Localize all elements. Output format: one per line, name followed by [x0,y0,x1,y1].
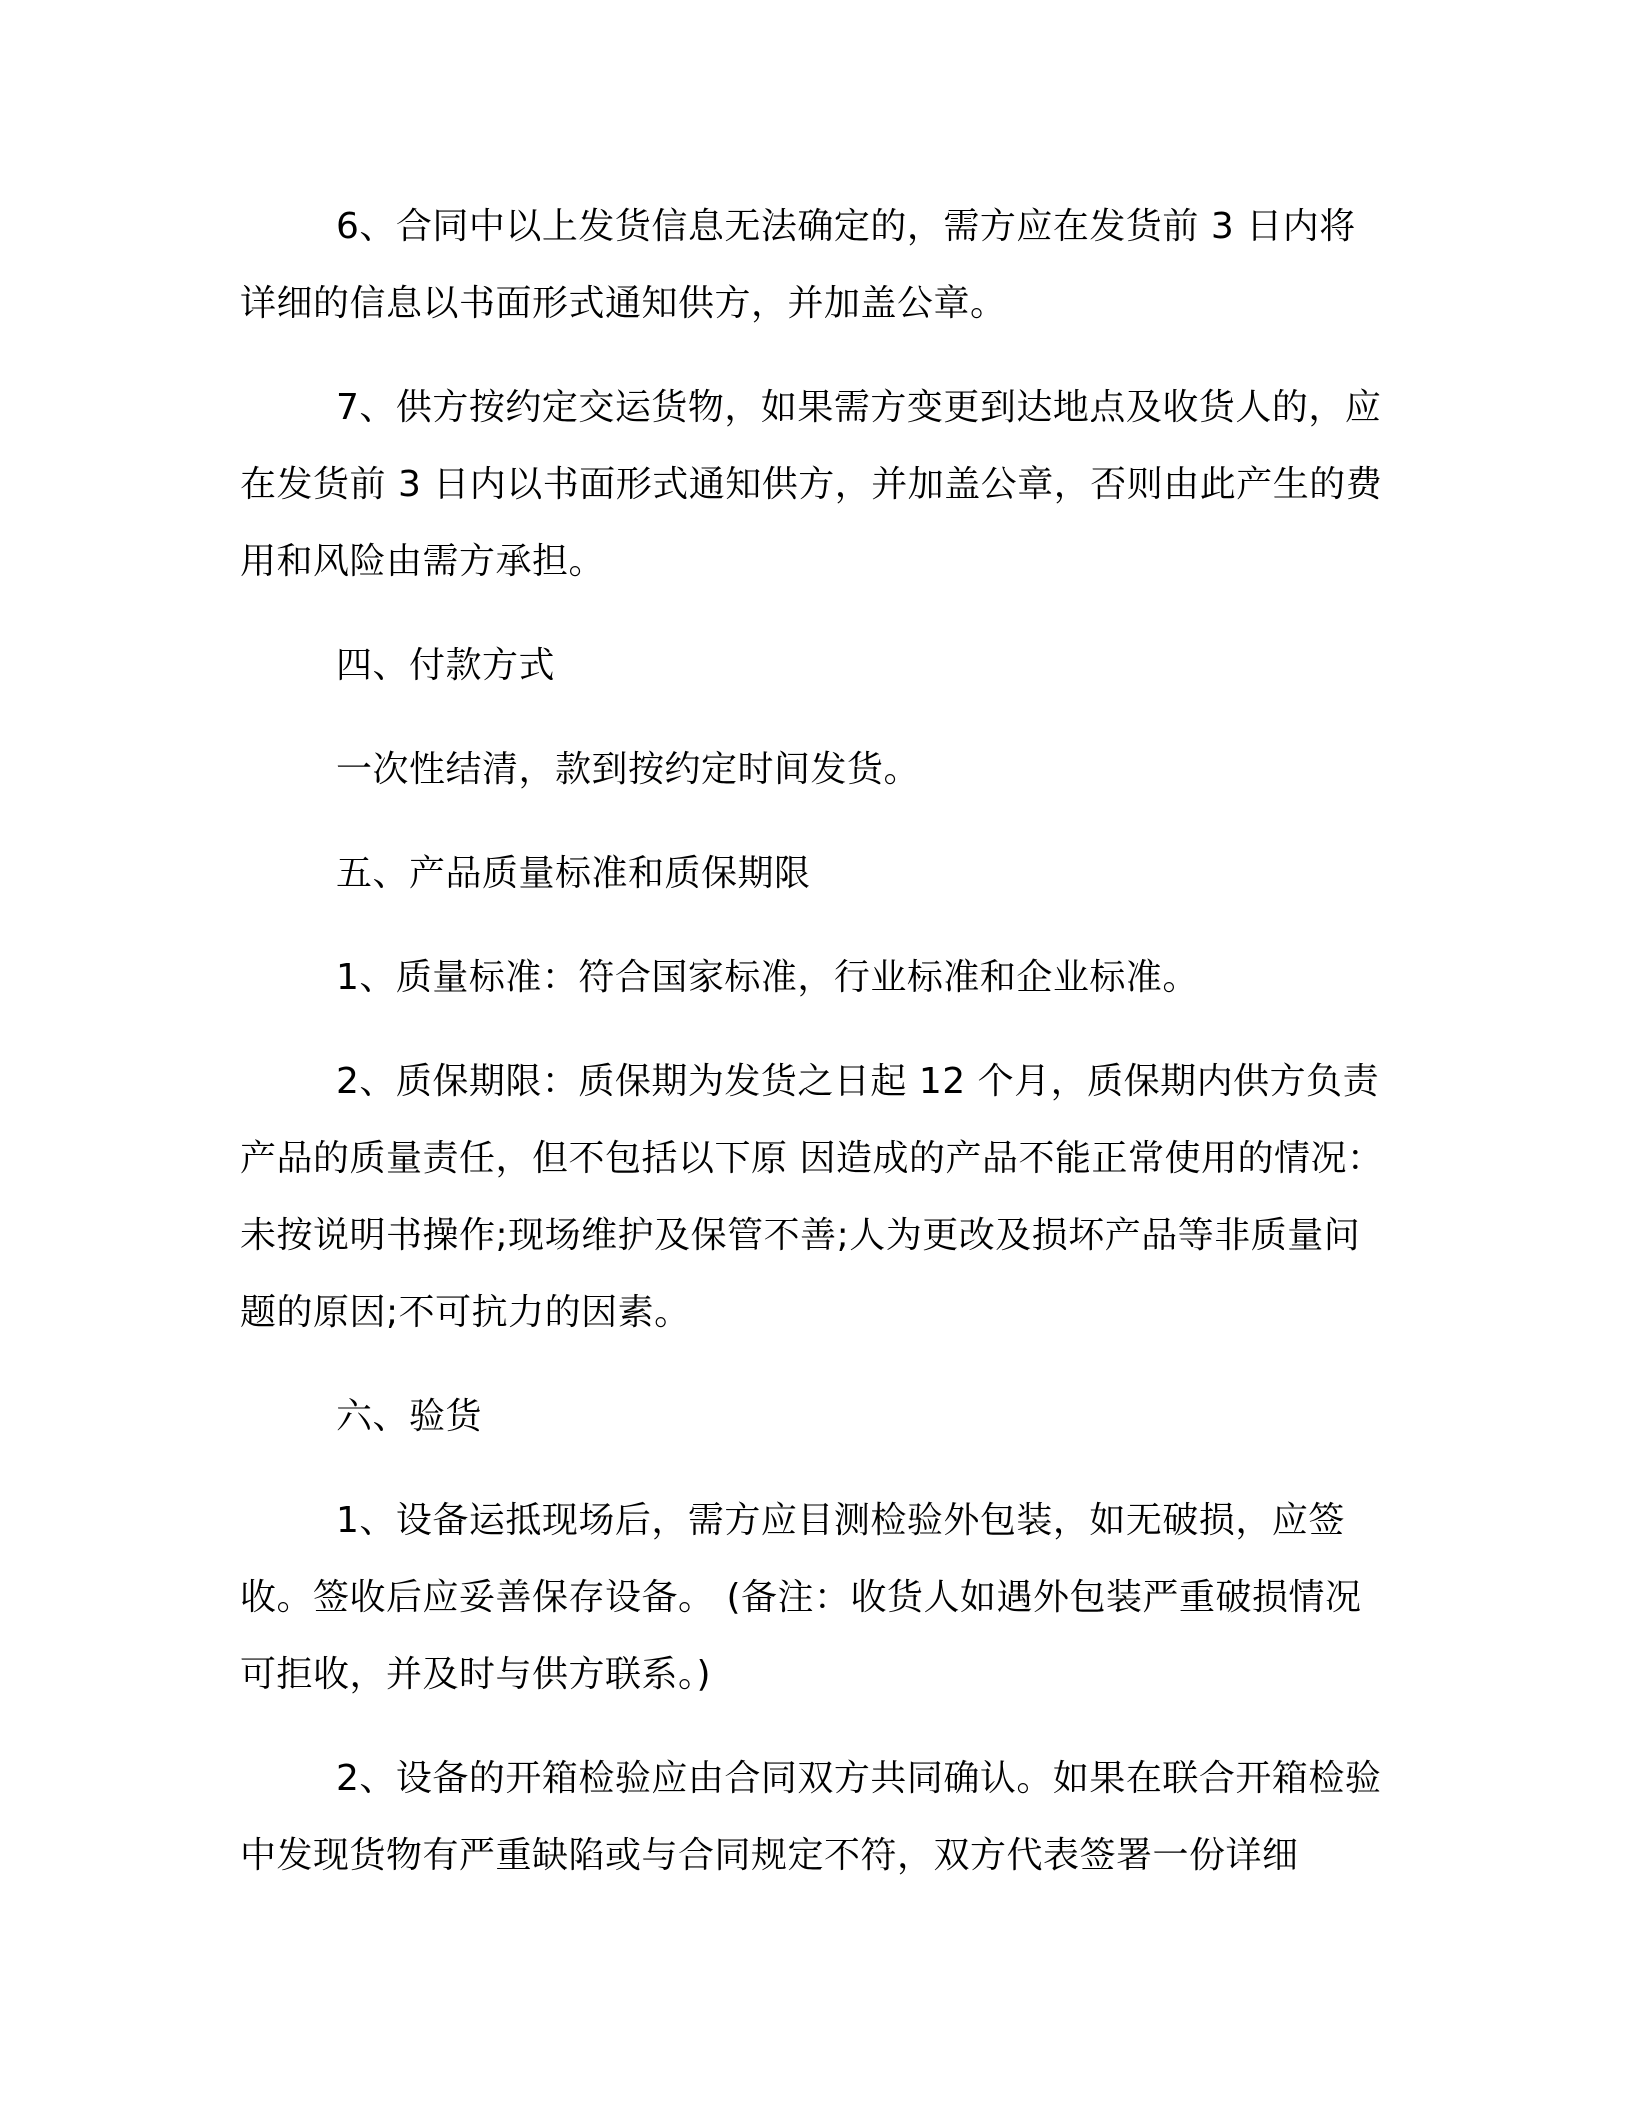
clause-1-arrival-inspection: 1、设备运抵现场后，需方应目测检验外包装，如无破损，应签收。签收后应妥善保存设备。 (备注：收货人如遇外包装严重破损情况可拒收，并及时与供方联系。) [240,1500,1362,1695]
document-body [240,188,1388,1894]
payment-terms: 一次性结清，款到按约定时间发货。 [336,749,921,790]
clause-2-warranty-period: 2、质保期限：质保期为发货之日起 12 个月，质保期内供方负责产品的质量责任，但不包括以下原 因造成的产品不能正常使用的情况：未按说明书操作;现场维护及保管不善;人为更改及损坏产品等非质量问题的原因;不可抗力的因素。 [240,1061,1384,1333]
section-heading-inspection: 六、验货 [336,1396,483,1437]
clause-7-delivery-change: 7、供方按约定交运货物，如果需方变更到达地点及收货人的，应在发货前 3 日内以书面形式通知供方，并加盖公章，否则由此产生的费用和风险由需方承担。 [240,387,1383,582]
clause-1-quality-standard: 1、质量标准：符合国家标准，行业标准和企业标准。 [336,957,1199,998]
clause-6-delivery-info: 6、合同中以上发货信息无法确定的，需方应在发货前 3 日内将详细的信息以书面形式通知供方，并加盖公章。 [240,206,1356,324]
clause-2-unpacking-inspection: 2、设备的开箱检验应由合同双方共同确认。如果在联合开箱检验中发现货物有严重缺陷或与合同规定不符，双方代表签署一份详细 [240,1758,1382,1876]
section-heading-payment: 四、付款方式 [336,645,556,686]
section-heading-quality: 五、产品质量标准和质保期限 [336,853,811,894]
